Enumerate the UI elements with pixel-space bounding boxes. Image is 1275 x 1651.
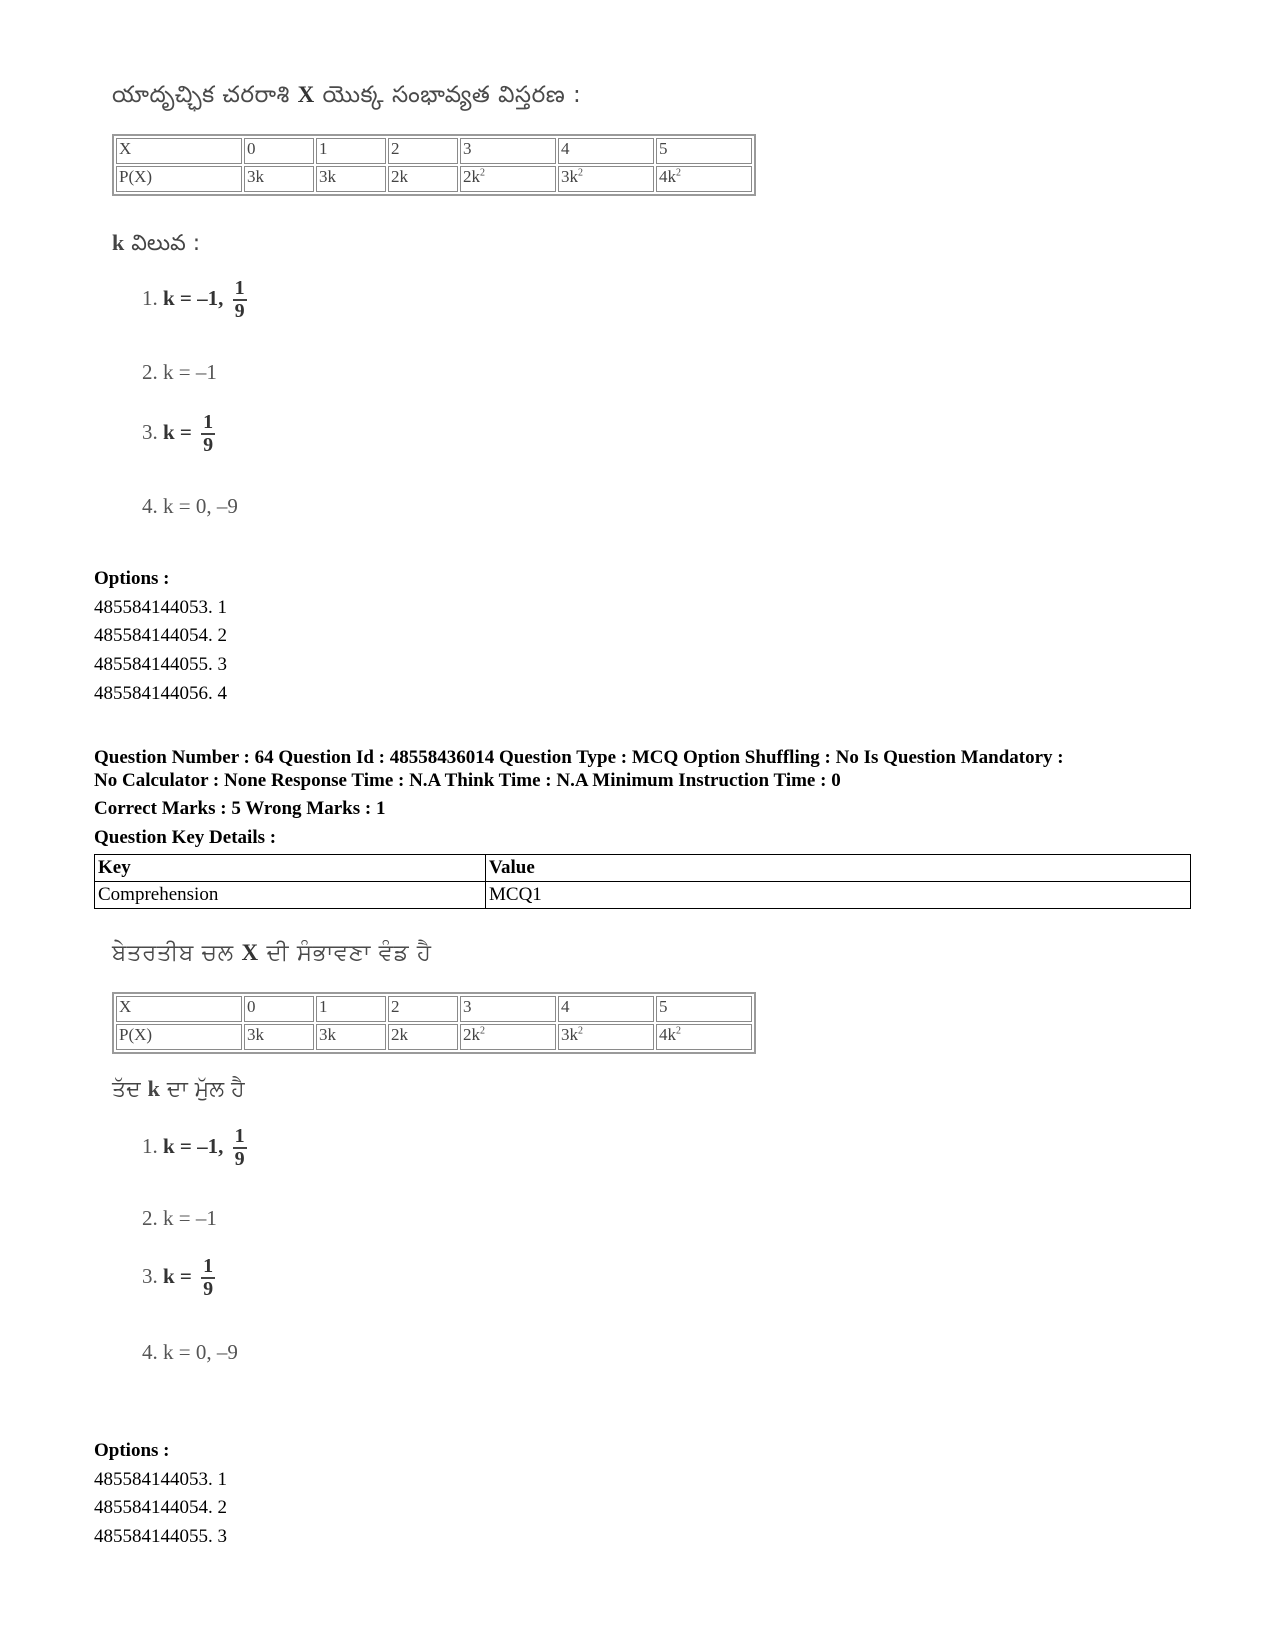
- table-cell: [460, 166, 556, 192]
- choice-4: 4. k = 0, –9: [142, 494, 238, 518]
- table-cell: 3: [460, 138, 556, 164]
- table-cell: Comprehension: [95, 882, 486, 909]
- table-cell: 4: [558, 996, 654, 1022]
- choice-number: 1.: [142, 285, 158, 310]
- cell-base: 3k: [561, 1025, 578, 1044]
- choice-4: 4. k = 0, –9: [142, 1340, 238, 1364]
- question-title-telugu: [112, 82, 581, 114]
- table-cell: 3k: [316, 1024, 386, 1050]
- table-cell: 3k: [316, 166, 386, 192]
- option-item: 485584144053. 1: [94, 597, 227, 618]
- k-label-text: విలువ :: [131, 231, 201, 256]
- choice-text: k = –1,: [163, 285, 224, 310]
- choice-text: k = –1,: [163, 1133, 224, 1158]
- superscript: 2: [676, 1025, 681, 1037]
- table-cell: 5: [656, 138, 752, 164]
- question-image-telugu: [112, 82, 812, 532]
- cell-base: 4k: [659, 1025, 676, 1044]
- question-title-punjabi: [112, 940, 431, 966]
- cell-base: 2k: [463, 1025, 480, 1044]
- table-cell: 3k: [244, 166, 314, 192]
- option-item: 485584144053. 1: [94, 1469, 227, 1490]
- table-cell: 1: [316, 138, 386, 164]
- table-row: [116, 1024, 752, 1050]
- table-cell: [460, 1024, 556, 1050]
- table-row: [95, 855, 1191, 882]
- table-cell: 3k: [244, 1024, 314, 1050]
- denominator: 9: [234, 1148, 245, 1170]
- superscript: 2: [480, 167, 485, 179]
- table-header: Key: [95, 855, 486, 882]
- table-cell: MCQ1: [486, 882, 1191, 909]
- table-header: Value: [486, 855, 1191, 882]
- denominator: 9: [203, 434, 214, 456]
- k-var: k: [147, 1076, 160, 1101]
- title-text2: ਦੀ ਸੰਭਾਵਣਾ ਵੰਡ ਹੈ: [266, 940, 432, 966]
- superscript: 2: [480, 1025, 485, 1037]
- marks-line: Correct Marks : 5 Wrong Marks : 1: [94, 798, 386, 819]
- probability-table: [112, 992, 756, 1054]
- title-var: X: [297, 82, 315, 107]
- choice-number: 3.: [142, 419, 158, 444]
- choice-number: 1.: [142, 1133, 158, 1158]
- option-item: 485584144054. 2: [94, 1497, 227, 1518]
- table-cell: 2: [388, 138, 458, 164]
- title-text2: యొక్క సంభావ్యత విస్తరణ :: [322, 82, 582, 108]
- table-cell: 2k: [388, 166, 458, 192]
- question-meta-line1: Question Number : 64 Question Id : 48558436014 Question Type : MCQ Option Shuffling : No Is Question Mandatory :: [94, 747, 1064, 768]
- table-row: [95, 882, 1191, 909]
- superscript: 2: [578, 167, 583, 179]
- choice-2: 2. k = –1: [142, 1206, 217, 1230]
- numerator: 1: [234, 277, 245, 299]
- choice-number: 3.: [142, 1263, 158, 1288]
- cell-base: 4k: [659, 167, 676, 186]
- table-cell: 5: [656, 996, 752, 1022]
- k-label-text: ਦਾ ਮੁੱਲ ਹੈ: [166, 1077, 245, 1102]
- table-cell: 0: [244, 996, 314, 1022]
- probability-table: [112, 134, 756, 196]
- choice-3: [142, 1256, 215, 1300]
- question-image-punjabi: [112, 940, 812, 1390]
- table-cell: 1: [316, 996, 386, 1022]
- option-item: 485584144055. 3: [94, 654, 227, 675]
- k-label-text: ਤੱਦ: [112, 1077, 141, 1102]
- question-meta-line2: No Calculator : None Response Time : N.A Think Time : N.A Minimum Instruction Time : 0: [94, 770, 841, 791]
- table-cell: 4: [558, 138, 654, 164]
- fraction: [201, 412, 215, 456]
- table-row: [116, 996, 752, 1022]
- table-cell: [656, 166, 752, 192]
- table-cell: [558, 1024, 654, 1050]
- choice-1: [142, 1126, 247, 1170]
- k-value-label: [112, 1076, 245, 1102]
- table-cell: P(X): [116, 166, 242, 192]
- numerator: 1: [203, 411, 214, 433]
- option-item: 485584144055. 3: [94, 1526, 227, 1547]
- denominator: 9: [203, 1278, 214, 1300]
- choice-1: [142, 278, 247, 322]
- choice-3: [142, 412, 215, 456]
- choice-text: k =: [163, 1263, 192, 1288]
- table-cell: X: [116, 996, 242, 1022]
- title-text: ਬੇਤਰਤੀਬ ਚਲ: [112, 940, 234, 966]
- cell-base: 3k: [561, 167, 578, 186]
- key-details-table: [94, 854, 1191, 909]
- option-item: 485584144054. 2: [94, 625, 227, 646]
- fraction: [201, 1256, 215, 1300]
- fraction: [233, 1126, 247, 1170]
- fraction: [233, 278, 247, 322]
- title-text: యాదృచ్ఛిక చరరాశి: [112, 82, 290, 108]
- options-heading: Options :: [94, 1440, 170, 1461]
- key-details-heading: Question Key Details :: [94, 827, 277, 848]
- options-heading: Options :: [94, 568, 170, 589]
- choice-text: k =: [163, 419, 192, 444]
- denominator: 9: [234, 300, 245, 322]
- table-cell: 2k: [388, 1024, 458, 1050]
- superscript: 2: [676, 167, 681, 179]
- table-cell: P(X): [116, 1024, 242, 1050]
- table-cell: 2: [388, 996, 458, 1022]
- k-var: k: [112, 230, 125, 255]
- table-cell: [656, 1024, 752, 1050]
- numerator: 1: [203, 1255, 214, 1277]
- table-row: [116, 166, 752, 192]
- option-item: 485584144056. 4: [94, 683, 227, 704]
- superscript: 2: [578, 1025, 583, 1037]
- table-cell: 3: [460, 996, 556, 1022]
- title-var: X: [241, 940, 259, 965]
- table-cell: 0: [244, 138, 314, 164]
- cell-base: 2k: [463, 167, 480, 186]
- table-cell: X: [116, 138, 242, 164]
- choice-2: 2. k = –1: [142, 360, 217, 384]
- k-value-label: [112, 230, 200, 261]
- table-cell: [558, 166, 654, 192]
- table-row: [116, 138, 752, 164]
- numerator: 1: [234, 1125, 245, 1147]
